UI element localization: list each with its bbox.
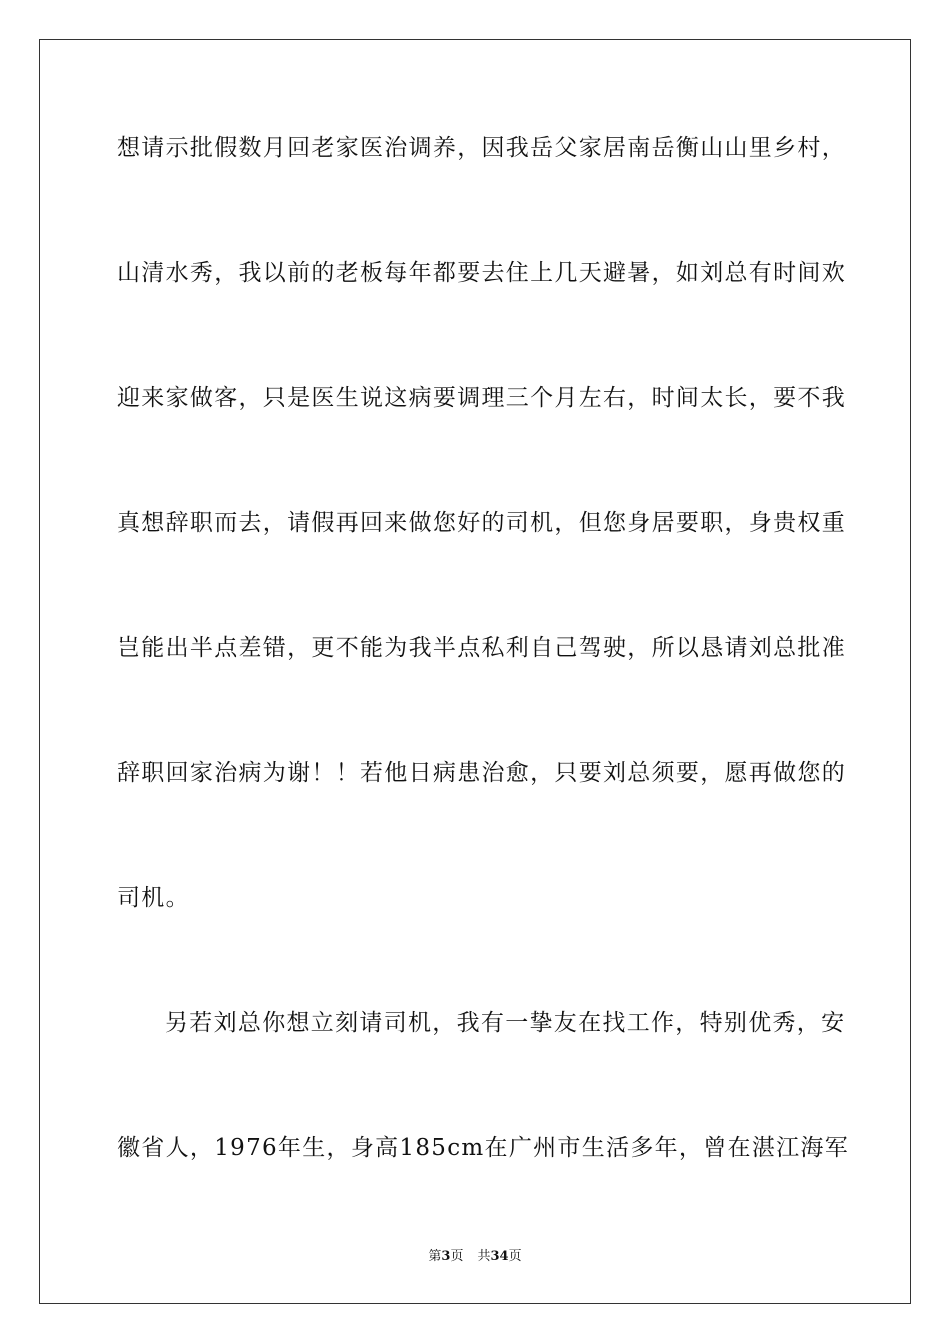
page-border — [39, 39, 911, 1304]
page-number: 3 — [441, 1249, 451, 1264]
text-line-3: 迎来家做客，只是医生说这病要调理三个月左右，时间太长，要不我 — [117, 385, 846, 411]
text-line-7: 司机。 — [117, 885, 190, 911]
text-line-2: 山清水秀，我以前的老板每年都要去住上几天避暑，如刘总有时间欢 — [117, 260, 846, 286]
total-pages: 34 — [490, 1249, 509, 1264]
total-prefix: 共 — [477, 1249, 491, 1264]
text-line-8-paragraph-start: 另若刘总你想立刻请司机，我有一挚友在找工作，特别优秀，安 — [165, 1010, 846, 1036]
total-suffix: 页 — [508, 1249, 522, 1264]
page-suffix: 页 — [450, 1249, 464, 1264]
page-prefix: 第 — [428, 1249, 442, 1264]
text-line-1: 想请示批假数月回老家医治调养，因我岳父家居南岳衡山山里乡村， — [117, 135, 846, 161]
page-footer — [0, 1248, 950, 1266]
text-line-4: 真想辞职而去，请假再回来做您好的司机，但您身居要职，身贵权重 — [117, 510, 846, 536]
text-line-5: 岂能出半点差错，更不能为我半点私利自己驾驶，所以恳请刘总批准 — [117, 635, 846, 661]
text-line-6: 辞职回家治病为谢！！若他日病患治愈，只要刘总须要，愿再做您的 — [117, 760, 846, 786]
text-line-9: 徽省人，1976年生，身高185cm在广州市生活多年，曾在湛江海军 — [117, 1135, 850, 1161]
